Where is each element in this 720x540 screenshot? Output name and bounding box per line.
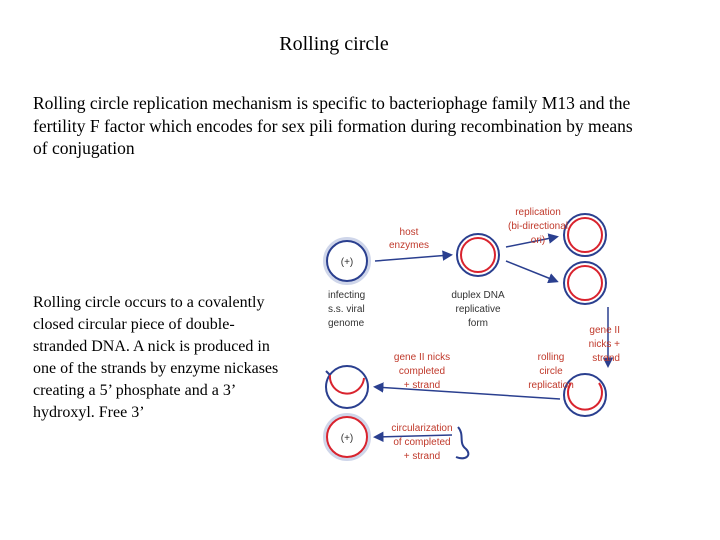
duplex-circle — [457, 234, 499, 276]
label-circularization-2: of completed — [393, 437, 451, 448]
label-gene2-nicks-1: gene II — [589, 325, 620, 336]
label-duplex-1: duplex DNA — [451, 290, 505, 301]
label-gene2-nicks-3: strand — [592, 353, 620, 364]
label-infecting-1: infecting — [328, 290, 366, 301]
replication-circle-2 — [564, 262, 606, 304]
rolling-circle-left — [326, 366, 368, 408]
arrow-host — [375, 255, 450, 261]
rolling-circle-diagram — [310, 195, 620, 470]
label-infecting-2: s.s. viral — [328, 304, 365, 315]
label-rolling-1: rolling — [537, 352, 565, 363]
label-duplex-3: form — [468, 318, 488, 329]
displaced-strand — [456, 427, 468, 458]
intro-paragraph: Rolling circle replication mechanism is specific to bacteriophage family M13 and the fertility F factor which encodes for sex pili formation during recombination by means of conjugation — [33, 93, 633, 158]
label-host-2: enzymes — [388, 240, 430, 251]
label-infecting-3: genome — [328, 318, 365, 329]
label-duplex-2: replicative — [455, 304, 501, 315]
label-host-1: host — [399, 227, 419, 238]
arrow-to-rep2 — [506, 261, 556, 281]
label-rolling-2: circle — [539, 366, 563, 377]
body-paragraph: Rolling circle occurs to a covalently closed circular piece of double-stranded DNA. A nick is produced in one of the strands by enzyme nickases creating a 5’ phosphate and a 3’ hydroxyl. Free 3’ — [33, 294, 279, 421]
label-replication-2: (bi-directional — [507, 221, 569, 232]
ss-genome-circle-top — [325, 239, 369, 283]
label-gene2-nicks-2: nicks + — [588, 339, 620, 350]
label-gene2-completed-2: completed — [398, 366, 446, 377]
label-replication-1: replication — [515, 207, 561, 218]
label-gene2-completed-3: + strand — [403, 380, 441, 391]
label-circularization-1: circularization — [391, 423, 453, 434]
plus-label-bottom: (+) — [340, 433, 354, 444]
replication-circle-1 — [564, 214, 606, 256]
plus-label-top: (+) — [340, 257, 354, 268]
label-replication-3: ori) — [530, 235, 546, 246]
label-rolling-3: replication — [528, 380, 574, 391]
label-circularization-3: + strand — [403, 451, 441, 462]
ss-genome-circle-bottom — [325, 415, 369, 459]
label-gene2-completed-1: gene II nicks — [393, 352, 451, 363]
slide-title: Rolling circle — [279, 33, 389, 55]
